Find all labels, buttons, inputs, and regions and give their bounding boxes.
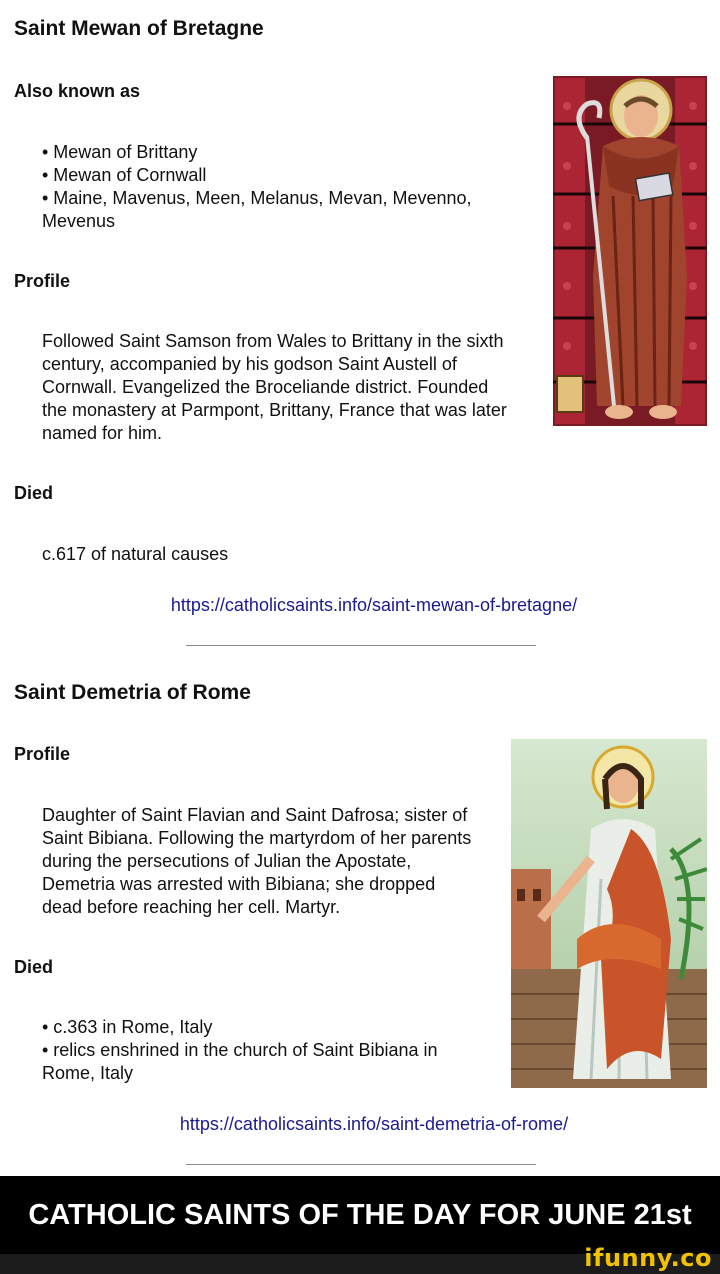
died-heading: Died	[14, 483, 54, 503]
died-list	[42, 1016, 438, 1085]
died-line: Rome, Italy	[42, 1063, 134, 1083]
also-known-as-heading: Also known as	[14, 81, 141, 101]
profile-line: the monastery at Parmpont, Brittany, France that was later	[42, 400, 507, 420]
aka-line: • Mewan of Brittany	[42, 142, 198, 162]
profile-line: Demetria was arrested with Bibiana; she dropped	[42, 874, 436, 894]
ifunny-watermark: ifunny.co	[584, 1244, 712, 1272]
aka-line: Mevenus	[42, 211, 116, 231]
profile-line: Daughter of Saint Flavian and Saint Dafrosa; sister of	[42, 805, 468, 825]
banner-text: CATHOLIC SAINTS OF THE DAY FOR JUNE 21st	[28, 1199, 692, 1231]
profile-line: during the persecutions of Julian the Apostate,	[42, 851, 412, 871]
profile-text	[42, 330, 507, 445]
died-heading: Died	[14, 957, 54, 977]
title-banner	[0, 1176, 720, 1254]
died-text: c.617 of natural causes	[42, 544, 229, 564]
profile-text	[42, 804, 471, 919]
died-line: • c.363 in Rome, Italy	[42, 1017, 213, 1037]
profile-line: Saint Bibiana. Following the martyrdom of her parents	[42, 828, 472, 848]
saint-mewan-title: Saint Mewan of Bretagne	[14, 17, 264, 40]
profile-heading: Profile	[14, 744, 71, 764]
saint-demetria-link[interactable]: https://catholicsaints.info/saint-demetria-of-rome/	[179, 1114, 569, 1134]
profile-line: named for him.	[42, 423, 163, 443]
saint-mewan-link[interactable]: https://catholicsaints.info/saint-mewan-of-bretagne/	[170, 595, 578, 615]
profile-line: Followed Saint Samson from Wales to Brittany in the sixth	[42, 331, 504, 351]
aka-line: • Maine, Mavenus, Meen, Melanus, Mevan, Mevenno,	[42, 188, 472, 208]
profile-line: century, accompanied by his godson Saint Austell of	[42, 354, 457, 374]
stained-glass-monk-portrait	[553, 76, 707, 426]
died-line: • relics enshrined in the church of Saint Bibiana in	[42, 1040, 438, 1060]
painted-female-saint-portrait	[511, 739, 707, 1088]
divider	[186, 1164, 536, 1165]
aka-line: • Mewan of Cornwall	[42, 165, 207, 185]
saint-demetria-title: Saint Demetria of Rome	[14, 681, 251, 704]
profile-line: dead before reaching her cell. Martyr.	[42, 897, 341, 917]
aka-list	[42, 141, 472, 233]
divider	[186, 645, 536, 646]
profile-heading: Profile	[14, 271, 71, 291]
profile-line: Cornwall. Evangelized the Broceliande district. Founded	[42, 377, 489, 397]
